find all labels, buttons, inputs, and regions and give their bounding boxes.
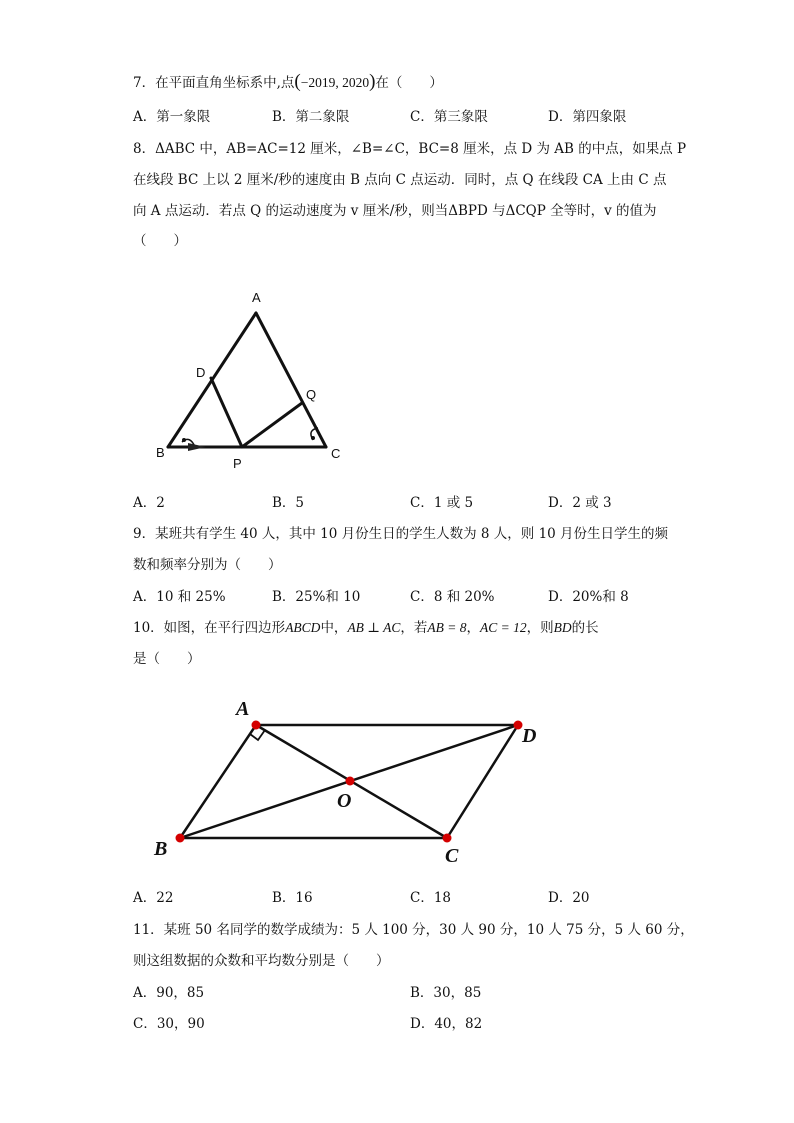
q9-option-d[interactable]: D．20%和 8 <box>548 589 629 605</box>
q7-option-d[interactable]: D．第四象限 <box>548 109 627 125</box>
q10-side-dc <box>447 725 518 838</box>
q10-stem-line-2: 是（ ） <box>133 651 201 667</box>
q7-option-b[interactable]: B．第二象限 <box>272 109 350 125</box>
q7-point-close: ) <box>369 71 376 92</box>
q10-right-angle-mark <box>250 730 265 740</box>
q11-option-d[interactable]: D．40，82 <box>410 1016 483 1032</box>
q8-segment-pq <box>242 403 302 447</box>
q10-stem-line-1 <box>133 620 599 636</box>
q10-part4: ， <box>466 620 480 636</box>
q10-side-ab <box>180 725 256 838</box>
q7-stem <box>133 71 443 92</box>
q11-option-a[interactable]: A．90，85 <box>133 985 205 1001</box>
q8-side-ac <box>256 313 326 447</box>
q7-option-c[interactable]: C．第三象限 <box>410 109 488 125</box>
q7-suffix: 在（ ） <box>375 75 443 91</box>
q10-option-b[interactable]: B．16 <box>272 890 313 906</box>
q10-point-a <box>252 721 261 730</box>
q10-part3: ，若 <box>400 620 428 636</box>
q7-point-coords: −2019, 2020 <box>300 75 370 90</box>
q10-label-a: A <box>236 698 250 720</box>
q10-label-c: C <box>445 845 459 867</box>
q8-label-p: P <box>233 456 242 471</box>
q8-dot-c <box>311 436 315 440</box>
q8-label-d: D <box>196 365 206 380</box>
q8-arrow-marker <box>188 443 206 451</box>
q10-diagonal-ac <box>256 725 447 838</box>
q11-stem-line-2: 则这组数据的众数和平均数分别是（ ） <box>133 953 390 969</box>
q9-option-b[interactable]: B．25%和 10 <box>272 589 361 605</box>
q10-label-o: O <box>337 790 352 812</box>
q10-abcd: ABCD <box>285 620 321 635</box>
q10-cond-perpendicular: AB ⊥ AC <box>347 620 401 635</box>
q8-option-c[interactable]: C．1 或 5 <box>410 495 474 511</box>
q8-option-b[interactable]: B．5 <box>272 495 305 511</box>
q10-point-o <box>346 777 355 786</box>
q7-prefix: 7．在平面直角坐标系中,点 <box>133 75 295 91</box>
q9-option-a[interactable]: A．10 和 25% <box>133 589 226 605</box>
q10-option-a[interactable]: A．22 <box>133 890 174 906</box>
q7-option-a[interactable]: A．第一象限 <box>133 109 211 125</box>
q8-angle-mark-c <box>311 428 318 440</box>
q10-part2: 中， <box>320 620 348 636</box>
q10-cond-ac: AC = 12 <box>480 620 527 635</box>
q11-stem-line-1: 11．某班 50 名同学的数学成绩为：5 人 100 分，30 人 90 分，10 人 75 分，5 人 60 分， <box>133 922 694 938</box>
q10-label-b: B <box>154 838 168 860</box>
q10-label-d: D <box>522 725 537 747</box>
q10-part1: 10．如图，在平行四边形 <box>133 620 286 636</box>
q10-cond-ab: AB = 8 <box>427 620 467 635</box>
q10-point-d <box>514 721 523 730</box>
q10-point-c <box>443 834 452 843</box>
q8-label-a: A <box>252 290 261 305</box>
q8-stem-line-4: （ ） <box>133 233 187 249</box>
q8-option-d[interactable]: D．2 或 3 <box>548 495 612 511</box>
q8-stem-line-3: 向 A 点运动．若点 Q 的运动速度为 v 厘米/秒，则当ΔBPD 与ΔCQP 全等时，v 的值为 <box>133 203 657 219</box>
q9-stem-line-2: 数和频率分别为（ ） <box>133 557 282 573</box>
q10-option-d[interactable]: D．20 <box>548 890 590 906</box>
q8-angle-mark-b <box>182 439 195 447</box>
q9-stem-line-1: 9．某班共有学生 40 人，其中 10 月份生日的学生人数为 8 人，则 10 月份生日学生的频 <box>133 526 669 542</box>
q8-stem-line-1: 8．ΔABC 中，AB=AC=12 厘米，∠B=∠C，BC=8 厘米，点 D 为 AB 的中点，如果点 P <box>133 141 687 157</box>
q9-option-c[interactable]: C．8 和 20% <box>410 589 495 605</box>
q8-side-ab <box>168 313 256 447</box>
q11-option-b[interactable]: B．30，85 <box>410 985 482 1001</box>
q8-stem-line-2: 在线段 BC 上以 2 厘米/秒的速度由 B 点向 C 点运动．同时，点 Q 在线段 CA 上由 C 点 <box>133 172 667 188</box>
q8-dot-b <box>182 438 186 442</box>
q10-diagonal-bd <box>180 725 518 838</box>
q7-point-open: ( <box>294 71 301 92</box>
q8-label-b: B <box>156 445 165 460</box>
q10-point-b <box>176 834 185 843</box>
q8-label-q: Q <box>306 387 317 402</box>
q10-part6: 的长 <box>571 620 599 636</box>
q8-label-c: C <box>331 446 341 461</box>
q10-part5: ，则 <box>526 620 554 636</box>
q10-bd: BD <box>553 620 572 635</box>
q8-option-a[interactable]: A．2 <box>133 495 165 511</box>
q8-segment-dp <box>211 378 242 447</box>
q11-option-c[interactable]: C．30，90 <box>133 1016 205 1032</box>
q10-option-c[interactable]: C．18 <box>410 890 452 906</box>
